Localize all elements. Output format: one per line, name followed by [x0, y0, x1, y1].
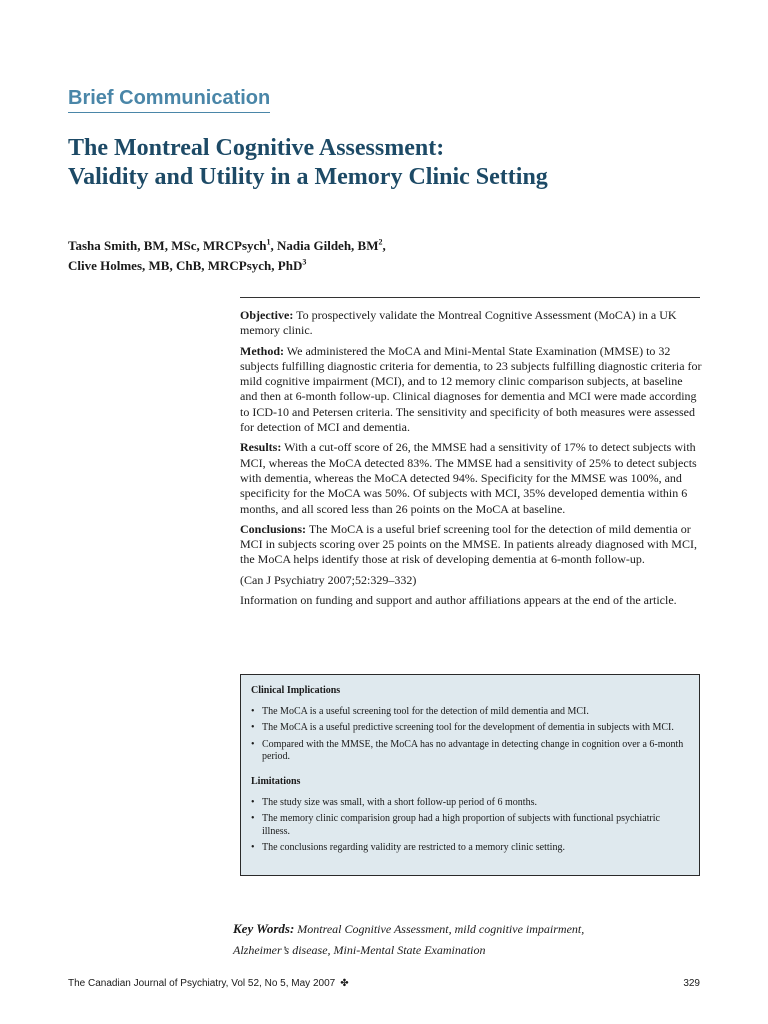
method-label: Method:: [240, 343, 284, 358]
journal-name: The Canadian Journal of Psychiatry, Vol 52, No 5, May 2007: [68, 978, 336, 989]
author-3: Clive Holmes, MB, ChB, MRCPsych, PhD: [68, 258, 303, 273]
list-item: [251, 706, 689, 719]
journal-citation: [68, 978, 349, 989]
method-text: We administered the MoCA and Mini-Mental State Examination (MMSE) to 32 subjects fulfilling diagnostic criteria for dementia, to 23 subjects fulfilling diagnostic criteria for mild cognitive impairment (MCI), and to 12 memory clinic comparison subjects, at baseline and then at 6-month follow-up. Clinical diagnoses for dementia and MCI were made according to ICD-10 and Petersen criteria. The sensitivity and specificity of both measures were assessed for detection of MCI and dementia.: [240, 343, 702, 435]
article-title: [68, 134, 708, 192]
abstract-method: [240, 344, 702, 436]
title-line-2: Validity and Utility in a Memory Clinic Setting: [68, 164, 548, 190]
objective-text: To prospectively validate the Montreal Cognitive Assessment (MoCA) in a UK memory clinic.: [240, 308, 677, 338]
key-words-line-1: Montreal Cognitive Assessment, mild cognitive impairment,: [294, 922, 585, 936]
conclusions-label: Conclusions:: [240, 521, 307, 536]
results-text: With a cut-off score of 26, the MMSE had a sensitivity of 17% to detect subjects with MCI, whereas the MoCA detected 83%. The MMSE had a sensitivity of 25% to detect subjects with dementia, whereas the MoCA detected 94%. Specificity for the MMSE was 100%, and specificity for the MoCA was 50%. Of subjects with MCI, 35% developed dementia within 6 months, and all scored less than 26 points on the MoCA at baseline.: [240, 440, 697, 516]
list-item-text: The conclusions regarding validity are restricted to a memory clinic setting.: [262, 842, 565, 854]
author-2-affiliation: 2: [378, 237, 383, 247]
abstract-divider: [240, 297, 700, 298]
author-line-2: [68, 256, 708, 276]
abstract-conclusions: [240, 522, 702, 568]
list-item-text: The memory clinic comparision group had a high proportion of subjects with functional psychiatric illness.: [262, 813, 660, 837]
list-item: [251, 797, 689, 810]
key-words: [233, 918, 703, 961]
page-number: 329: [683, 978, 700, 989]
author-2: Nadia Gildeh, BM: [277, 238, 379, 253]
list-item: [251, 842, 689, 855]
limitations-heading: Limitations: [251, 775, 301, 787]
title-line-1: The Montreal Cognitive Assessment:: [68, 135, 445, 161]
results-label: Results:: [240, 440, 282, 455]
maple-leaf-icon: ✤: [340, 978, 349, 989]
abstract: [240, 308, 702, 613]
author-list: [68, 236, 708, 276]
author-1: Tasha Smith, BM, MSc, MRCPsych: [68, 238, 267, 253]
author-3-affiliation: 3: [302, 257, 307, 267]
bullet-icon: •: [251, 738, 255, 750]
author-separator: ,: [382, 238, 386, 253]
limitations-list: [251, 797, 689, 855]
funding-note: Information on funding and support and author affiliations appears at the end of the article.: [240, 593, 677, 608]
conclusions-text: The MoCA is a useful brief screening tool for the detection of mild dementia or MCI in subjects scoring over 25 points on the MMSE. In patients already diagnosed with MCI, the MoCA helps identify those at risk of developing dementia at 6-month follow-up.: [240, 521, 697, 567]
list-item: [251, 722, 689, 735]
bullet-icon: •: [251, 705, 255, 717]
bullet-icon: •: [251, 813, 255, 825]
list-item-text: Compared with the MMSE, the MoCA has no advantage in detecting change in cognition over a 6-month period.: [262, 738, 684, 763]
list-item-text: The MoCA is a useful predictive screening tool for the development of dementia in subjects with MCI.: [262, 722, 674, 734]
objective-label: Objective:: [240, 308, 294, 322]
clinical-implications-box: [240, 674, 700, 876]
list-item: [251, 739, 689, 764]
bullet-icon: •: [251, 842, 255, 854]
key-words-line-2: Alzheimer’s disease, Mini-Mental State Examination: [233, 943, 486, 957]
list-item-text: The study size was small, with a short follow-up period of 6 months.: [262, 796, 537, 808]
key-words-label: Key Words:: [233, 921, 295, 936]
abstract-results: [240, 440, 702, 516]
bullet-icon: •: [251, 796, 255, 808]
author-separator: ,: [270, 238, 278, 253]
section-label: Brief Communication: [68, 86, 270, 113]
implications-list: [251, 706, 689, 764]
list-item-text: The MoCA is a useful screening tool for the detection of mild dementia and MCI.: [262, 705, 589, 717]
implications-heading: Clinical Implications: [251, 685, 341, 696]
abstract-objective: [240, 308, 702, 339]
author-1-affiliation: 1: [266, 237, 271, 247]
citation: (Can J Psychiatry 2007;52:329–332): [240, 572, 417, 587]
list-item: [251, 813, 689, 838]
bullet-icon: •: [251, 722, 255, 734]
author-line-1: [68, 236, 708, 256]
